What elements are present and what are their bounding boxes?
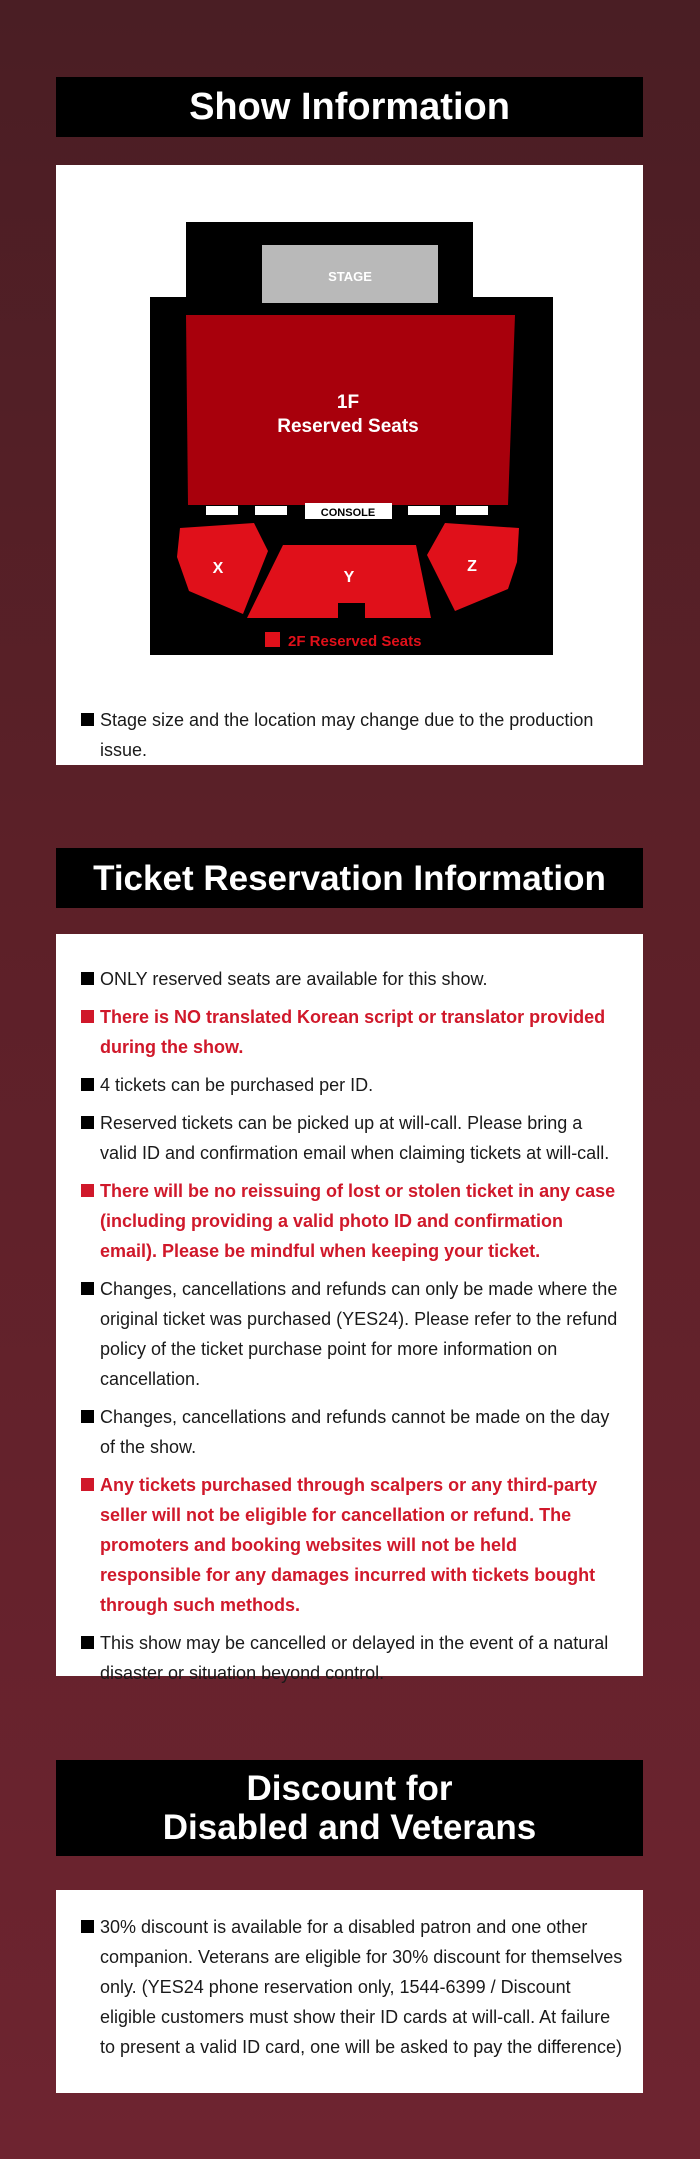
list-item: There is NO translated Korean script or translator provided during the show. (56, 1002, 623, 1062)
discount-note (56, 1912, 623, 2062)
seat-map-panel (56, 165, 643, 765)
seat-map (56, 165, 643, 665)
reservation-title-text: Ticket Reservation Information (93, 858, 606, 898)
stage-note-text: Stage size and the location may change due to the production issue. (100, 710, 594, 760)
bullet-square-icon (81, 713, 94, 726)
section-z-label: Z (467, 558, 477, 575)
bullet-square-icon (81, 1010, 94, 1023)
console-dash-2 (255, 506, 287, 515)
floor1-label-line1: 1F (336, 392, 360, 413)
section-y-label: Y (343, 569, 355, 586)
list-item: Changes, cancellations and refunds cannot be made on the day of the show. (56, 1402, 623, 1462)
bullet-square-icon (81, 1410, 94, 1423)
floor2-legend-label: 2F Reserved Seats (288, 633, 422, 650)
list-item: Any tickets purchased through scalpers or any third-party seller will not be eligible for cancellation or refund. The promoters and booking websites will not be held responsible for any damages incurred with tickets bought through such methods. (56, 1470, 623, 1620)
list-item: Reserved tickets can be picked up at will-call. Please bring a valid ID and confirmation email when claiming tickets at will-call. (56, 1108, 623, 1168)
list-item: There will be no reissuing of lost or stolen ticket in any case (including providing a valid photo ID and confirmation email). Please be mindful when keeping your ticket. (56, 1176, 623, 1266)
discount-title-line2: Disabled and Veterans (162, 1808, 537, 1847)
discount-note-text: 30% discount is available for a disabled patron and one other companion. Veterans are eligible for 30% discount for themselves only. (YES24 phone reservation only, 1544-6399 / Discount eligible customers must show their ID cards at will-call. At failure to present a valid ID card, one will be asked to pay the difference) (100, 1917, 623, 2057)
bullet-square-icon (81, 1078, 94, 1091)
list-item: Changes, cancellations and refunds can only be made where the original ticket was purchased (YES24). Please refer to the refund policy of the ticket purchase point for more information on cancellation. (56, 1274, 623, 1394)
floor1-label-line2: Reserved Seats (277, 416, 419, 437)
bullet-square-icon (81, 1282, 94, 1295)
discount-panel (56, 1890, 643, 2093)
console-dash-1 (206, 506, 238, 515)
reservation-title (56, 848, 643, 908)
bullet-square-icon (81, 1920, 94, 1933)
section-x-label: X (212, 560, 224, 577)
console-dash-3 (408, 506, 440, 515)
reservation-list (56, 934, 643, 1688)
bullet-square-icon (81, 1184, 94, 1197)
console-dash-4 (456, 506, 488, 515)
reservation-panel (56, 934, 643, 1683)
show-info-title (56, 77, 643, 137)
stage-label: STAGE (328, 269, 372, 284)
bullet-square-icon (81, 972, 94, 985)
discount-title (56, 1760, 643, 1856)
bullet-square-icon (81, 1636, 94, 1649)
list-item: 4 tickets can be purchased per ID. (56, 1070, 623, 1100)
console-label: CONSOLE (320, 507, 376, 519)
bullet-square-icon (81, 1478, 94, 1491)
discount-title-line1: Discount for (246, 1769, 453, 1808)
list-item: ONLY reserved seats are available for this show. (56, 964, 623, 994)
stage-note (56, 705, 643, 765)
bullet-square-icon (81, 1116, 94, 1129)
show-info-title-text: Show Information (189, 86, 510, 128)
list-item: This show may be cancelled or delayed in the event of a natural disaster or situation beyond control. (56, 1628, 623, 1688)
floor2-legend-swatch (265, 632, 280, 647)
